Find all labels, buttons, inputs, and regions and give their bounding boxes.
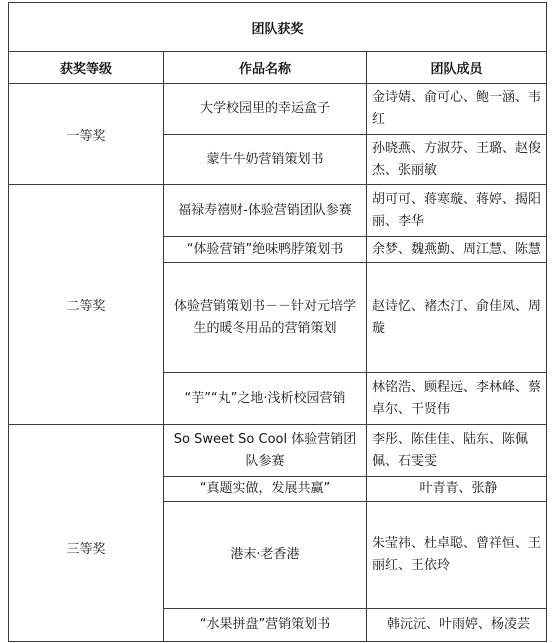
- team-members: 胡可可、蒋寒璇、蒋婷、揭阳丽、李华: [367, 185, 547, 237]
- column-header-award-level: 获奖等级: [9, 52, 164, 84]
- award-level-first: 一等奖: [9, 84, 164, 185]
- work-name: “真题实做，发展共赢”: [164, 477, 367, 502]
- work-name: 体验营销策划书－－针对元培学生的暖冬用品的营销策划: [164, 263, 367, 373]
- work-name: So Sweet So Cool 体验营销团队参赛: [164, 425, 367, 477]
- award-level-second: 二等奖: [9, 185, 164, 425]
- work-name: “水果拼盘”营销策划书: [164, 609, 367, 642]
- work-name: 福禄寿禧财-体验营销团队参赛: [164, 185, 367, 237]
- team-members: 孙晓燕、方淑芬、王璐、赵俊杰、张丽敏: [367, 135, 547, 185]
- team-members: 叶青青、张静: [367, 477, 547, 502]
- work-name: 大学校园里的幸运盒子: [164, 84, 367, 135]
- table-row: [9, 185, 547, 237]
- table-row: [9, 84, 547, 135]
- work-name: “芋”“丸”之地·浅析校园营销: [164, 373, 367, 425]
- column-header-team-members: 团队成员: [367, 52, 547, 84]
- team-members: 余梦、魏燕勤、周江慧、陈慧: [367, 237, 547, 263]
- team-members: 韩沅沅、叶雨婷、杨凌芸: [367, 609, 547, 642]
- table-row: [9, 425, 547, 477]
- award-level-third: 三等奖: [9, 425, 164, 642]
- work-name: 港末·老香港: [164, 502, 367, 609]
- title-row: [9, 3, 547, 52]
- team-members: 李彤、陈佳佳、陆东、陈佩佩、石雯雯: [367, 425, 547, 477]
- awards-table-frame: [8, 2, 548, 643]
- team-members: 赵诗忆、褚杰汀、俞佳凤、周璇: [367, 263, 547, 373]
- team-members: 朱莹祎、杜卓聪、曾祥恒、王丽红、王依玲: [367, 502, 547, 609]
- header-row: [9, 52, 547, 84]
- team-members: 金诗婧、俞可心、鲍一涵、韦红: [367, 84, 547, 135]
- team-members: 林铭浩、顾程远、李林峰、蔡卓尔、干贤伟: [367, 373, 547, 425]
- work-name: 蒙牛牛奶营销策划书: [164, 135, 367, 185]
- work-name: “体验营销”绝味鸭脖策划书: [164, 237, 367, 263]
- table-title: 团队获奖: [9, 3, 547, 52]
- awards-table: [8, 2, 547, 642]
- column-header-work-name: 作品名称: [164, 52, 367, 84]
